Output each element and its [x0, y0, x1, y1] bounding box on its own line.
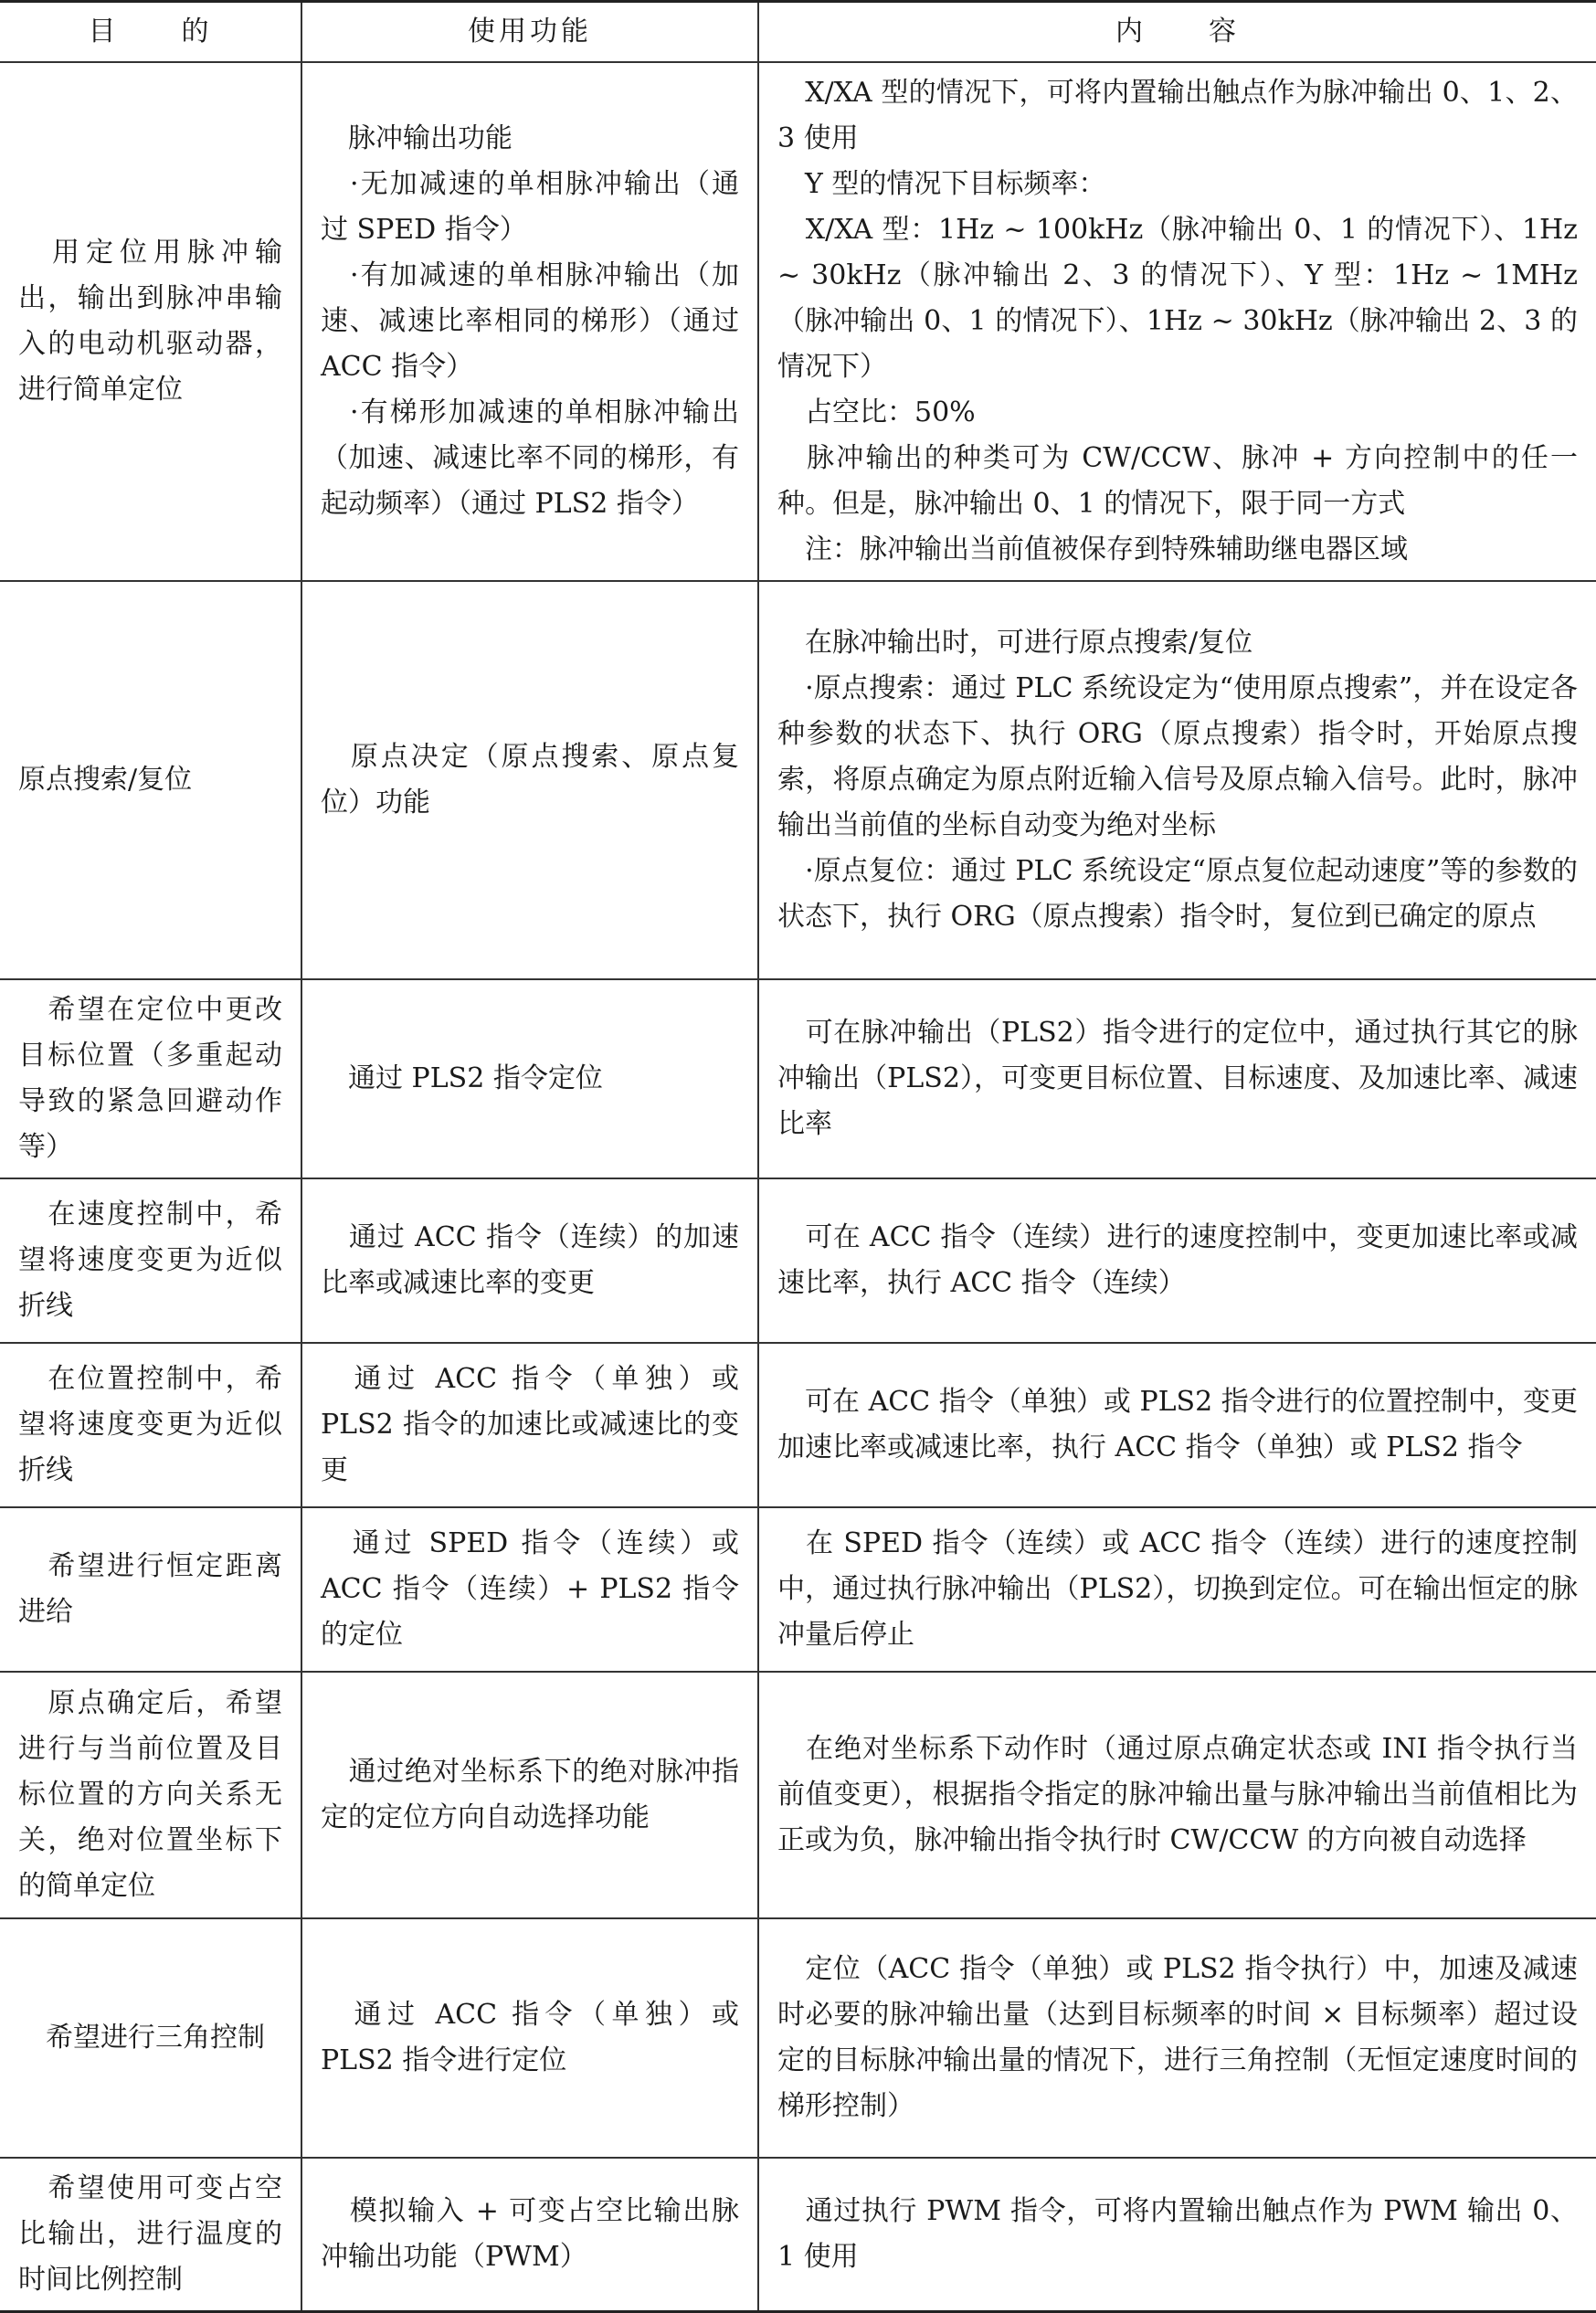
- function-cell: 脉冲输出功能 ·无加减速的单相脉冲输出（通过 SPED 指令） ·有加减速的单相脉冲输出（加速、减速比率相同的梯形）（通过 ACC 指令） ·有梯形加减速的单相脉冲输出（加速、减速比率不同的梯形，有起动频率）（通过 PLS2 指令）: [301, 62, 758, 581]
- table-row: [0, 1672, 1596, 1918]
- content-cell: 在 SPED 指令（连续）或 ACC 指令（连续）进行的速度控制中，通过执行脉冲输出（PLS2），切换到定位。可在输出恒定的脉冲量后停止: [758, 1507, 1596, 1672]
- content-cell: 在脉冲输出时，可进行原点搜索/复位 ·原点搜索：通过 PLC 系统设定为“使用原点搜索”，并在设定各种参数的状态下、执行 ORG（原点搜索）指令时，开始原点搜索，将原点确定为原点附近输入信号及原点输入信号。此时，脉冲输出当前值的坐标自动变为绝对坐标 ·原点复位：通过 PLC 系统设定“原点复位起动速度”等的参数的状态下，执行 ORG（原点搜索）指令时，复位到已确定的原点: [758, 581, 1596, 979]
- table-row: [0, 1507, 1596, 1672]
- table-row: [0, 979, 1596, 1178]
- function-cell: 通过 ACC 指令（连续）的加速比率或减速比率的变更: [301, 1178, 758, 1343]
- header-content: 内 容: [758, 2, 1596, 62]
- table-row: [0, 62, 1596, 581]
- header-row: [0, 2, 1596, 62]
- header-function: 使用功能: [301, 2, 758, 62]
- purpose-cell: 在位置控制中，希望将速度变更为近似折线: [0, 1343, 301, 1507]
- table-row: [0, 581, 1596, 979]
- table-body: [0, 62, 1596, 2312]
- table-row: [0, 1343, 1596, 1507]
- function-cell: 原点决定（原点搜索、原点复位）功能: [301, 581, 758, 979]
- content-cell: 可在脉冲输出（PLS2）指令进行的定位中，通过执行其它的脉冲输出（PLS2），可变更目标位置、目标速度、及加速比率、减速比率: [758, 979, 1596, 1178]
- purpose-cell: 希望进行恒定距离进给: [0, 1507, 301, 1672]
- purpose-cell: 原点搜索/复位: [0, 581, 301, 979]
- purpose-cell: 希望在定位中更改目标位置（多重起动导致的紧急回避动作等）: [0, 979, 301, 1178]
- function-cell: 通过 ACC 指令（单独）或 PLS2 指令的加速比或减速比的变更: [301, 1343, 758, 1507]
- table-row: [0, 1178, 1596, 1343]
- function-cell: 通过绝对坐标系下的绝对脉冲指定的定位方向自动选择功能: [301, 1672, 758, 1918]
- function-cell: 通过 PLS2 指令定位: [301, 979, 758, 1178]
- table-row: [0, 2158, 1596, 2312]
- content-cell: 可在 ACC 指令（连续）进行的速度控制中，变更加速比率或减速比率，执行 ACC 指令（连续）: [758, 1178, 1596, 1343]
- table-header: [0, 2, 1596, 62]
- purpose-cell: 希望使用可变占空比输出，进行温度的时间比例控制: [0, 2158, 301, 2312]
- purpose-cell: 希望进行三角控制: [0, 1918, 301, 2158]
- function-cell: 通过 SPED 指令（连续）或 ACC 指令（连续）+ PLS2 指令的定位: [301, 1507, 758, 1672]
- content-cell: 在绝对坐标系下动作时（通过原点确定状态或 INI 指令执行当前值变更），根据指令指定的脉冲输出量与脉冲输出当前值相比为正或为负，脉冲输出指令执行时 CW/CCW 的方向被自动选择: [758, 1672, 1596, 1918]
- content-cell: 可在 ACC 指令（单独）或 PLS2 指令进行的位置控制中，变更加速比率或减速比率，执行 ACC 指令（单独）或 PLS2 指令: [758, 1343, 1596, 1507]
- purpose-cell: 用定位用脉冲输出，输出到脉冲串输入的电动机驱动器，进行简单定位: [0, 62, 301, 581]
- function-cell: 通过 ACC 指令（单独）或 PLS2 指令进行定位: [301, 1918, 758, 2158]
- purpose-cell: 在速度控制中，希望将速度变更为近似折线: [0, 1178, 301, 1343]
- purpose-cell: 原点确定后，希望进行与当前位置及目标位置的方向关系无关，绝对位置坐标下的简单定位: [0, 1672, 301, 1918]
- content-cell: 定位（ACC 指令（单独）或 PLS2 指令执行）中，加速及减速时必要的脉冲输出量（达到目标频率的时间 × 目标频率）超过设定的目标脉冲输出量的情况下，进行三角控制（无恒定速度时间的梯形控制）: [758, 1918, 1596, 2158]
- content-cell: 通过执行 PWM 指令，可将内置输出触点作为 PWM 输出 0、1 使用: [758, 2158, 1596, 2312]
- header-purpose: 目 的: [0, 2, 301, 62]
- table-row: [0, 1918, 1596, 2158]
- content-cell: X/XA 型的情况下，可将内置输出触点作为脉冲输出 0、1、2、3 使用 Y 型的情况下目标频率： X/XA 型：1Hz ~ 100kHz（脉冲输出 0、1 的情况下）、1Hz ~ 30kHz（脉冲输出 2、3 的情况下）、Y 型：1Hz ~ 1MHz（脉冲输出 0、1 的情况下）、1Hz ~ 30kHz（脉冲输出 2、3 的情况下） 占空比：50% 脉冲输出的种类可为 CW/CCW、脉冲 + 方向控制中的任一种。但是，脉冲输出 0、1 的情况下，限于同一方式 注：脉冲输出当前值被保存到特殊辅助继电器区域: [758, 62, 1596, 581]
- function-cell: 模拟输入 + 可变占空比输出脉冲输出功能（PWM）: [301, 2158, 758, 2312]
